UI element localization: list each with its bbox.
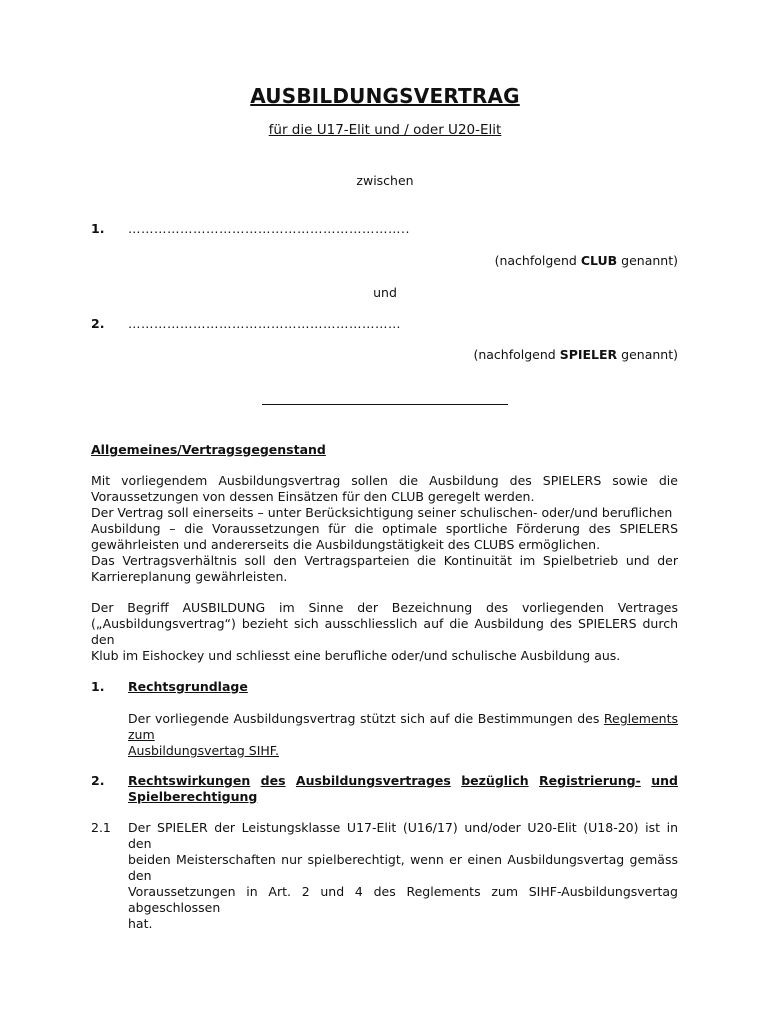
general-p1-line2: Voraussetzungen von dessen Einsätzen für den CLUB geregelt werden. (91, 489, 535, 504)
general-heading: Allgemeines/Vertragsgegenstand (91, 442, 326, 457)
separator-line (262, 404, 508, 405)
section2-heading-word: Ausbildungsvertrages (295, 773, 451, 788)
section2-1-line1: Der SPIELER der Leistungsklasse U17-Elit (U16/17) und/oder U20-Elit (U18-20) ist in den (128, 820, 678, 851)
party2-note-suffix: genannt) (617, 347, 678, 362)
section2-heading-line1 (128, 773, 678, 789)
general-paragraph-1 (91, 473, 678, 585)
general-p1-line5: gewährleisten und andererseits die Ausbildungstätigkeit des CLUBS ermöglichen. (91, 537, 601, 552)
party1-number: 1. (91, 221, 105, 236)
general-p2-line2: („Ausbildungsvertrag“) bezieht sich ausschliesslich auf die Ausbildung des SPIELERS durch den (91, 616, 678, 647)
general-paragraph-2 (91, 600, 678, 664)
section1-text-prefix: Der vorliegende Ausbildungsvertrag stützt sich auf die Bestimmungen des (128, 711, 604, 726)
party1-note-prefix: (nachfolgend (494, 253, 581, 268)
regulation-link[interactable]: Reglements zum (128, 711, 678, 742)
section1-text-line1 (128, 711, 678, 743)
section2-heading-word: und (651, 773, 678, 788)
section2-heading-word: bezüglich (461, 773, 529, 788)
word: sowie (612, 473, 648, 488)
between-label: zwischen (356, 173, 414, 188)
regulation-link-cont[interactable]: Ausbildungsvertag SIHF. (128, 743, 279, 758)
section2-heading-word: Rechtswirkungen (128, 773, 251, 788)
section2-1-text (128, 820, 678, 932)
word: vorliegenden (521, 600, 604, 615)
word: Begriff (127, 600, 169, 615)
section2-heading-word: Registrierung- (539, 773, 641, 788)
word: AUSBILDUNG (182, 600, 266, 615)
and-label: und (373, 285, 397, 300)
section2-1-line2: beiden Meisterschaften nur spielberechtigt, wenn er einen Ausbildungsvertag gemäss den (128, 852, 678, 883)
word: Der (91, 600, 114, 615)
word: Vertrages (617, 600, 678, 615)
party2-placeholder: ……………………………………………………… (128, 316, 401, 331)
section2-1-line3: Voraussetzungen in Art. 2 und 4 des Reglements zum SIHF-Ausbildungsvertag abgeschlossen (128, 884, 678, 915)
section2-heading-line2: Spielberechtigung (128, 789, 258, 804)
party2-note-role: SPIELER (559, 347, 618, 362)
section2-heading (128, 773, 678, 805)
general-p1-line1 (91, 473, 678, 489)
section2-1-number: 2.1 (91, 820, 111, 835)
word: Bezeichnung (391, 600, 473, 615)
word: der (357, 600, 378, 615)
word: im (278, 600, 295, 615)
section1-text (128, 711, 678, 759)
general-p1-line3: Der Vertrag soll einerseits – unter Berücksichtigung seiner schulischen- oder/und beruflichen (91, 505, 673, 520)
section1-number: 1. (91, 679, 105, 694)
document-title: AUSBILDUNGSVERTRAG (250, 84, 520, 108)
word: Sinne (308, 600, 344, 615)
party1-note (495, 253, 678, 268)
section1-text-line2 (128, 743, 678, 759)
word: Ausbildungsvertrag (218, 473, 341, 488)
word: sollen (351, 473, 388, 488)
word: des (509, 473, 532, 488)
section2-1-line4: hat. (128, 916, 153, 931)
word: des (486, 600, 509, 615)
word: vorliegendem (121, 473, 208, 488)
party2-note-prefix: (nachfolgend (473, 347, 560, 362)
party1-note-role: CLUB (580, 253, 618, 268)
section2-number: 2. (91, 773, 105, 788)
document-subtitle: für die U17-Elit und / oder U20-Elit (268, 122, 502, 138)
word: Mit (91, 473, 111, 488)
general-p1-line7: Karriereplanung gewährleisten. (91, 569, 288, 584)
general-p1-line4: Ausbildung – die Voraussetzungen für die optimale sportliche Förderung des SPIELERS (91, 521, 678, 536)
section1-heading: Rechtsgrundlage (128, 679, 248, 694)
word: die (658, 473, 678, 488)
party2-note (473, 347, 678, 362)
word: Ausbildung (429, 473, 499, 488)
party1-note-suffix: genannt) (617, 253, 678, 268)
party1-placeholder: ……………………………………………………….. (128, 221, 410, 236)
general-p2-line3: Klub im Eishockey und schliesst eine berufliche oder/und schulische Ausbildung aus. (91, 648, 621, 663)
section2-heading-word: des (260, 773, 286, 788)
word: SPIELERS (542, 473, 602, 488)
word: die (398, 473, 419, 488)
general-p2-line1 (91, 600, 678, 616)
general-p1-line6: Das Vertragsverhältnis soll den Vertragsparteien die Kontinuität im Spielbetrieb und der (91, 553, 678, 568)
party2-number: 2. (91, 316, 105, 331)
